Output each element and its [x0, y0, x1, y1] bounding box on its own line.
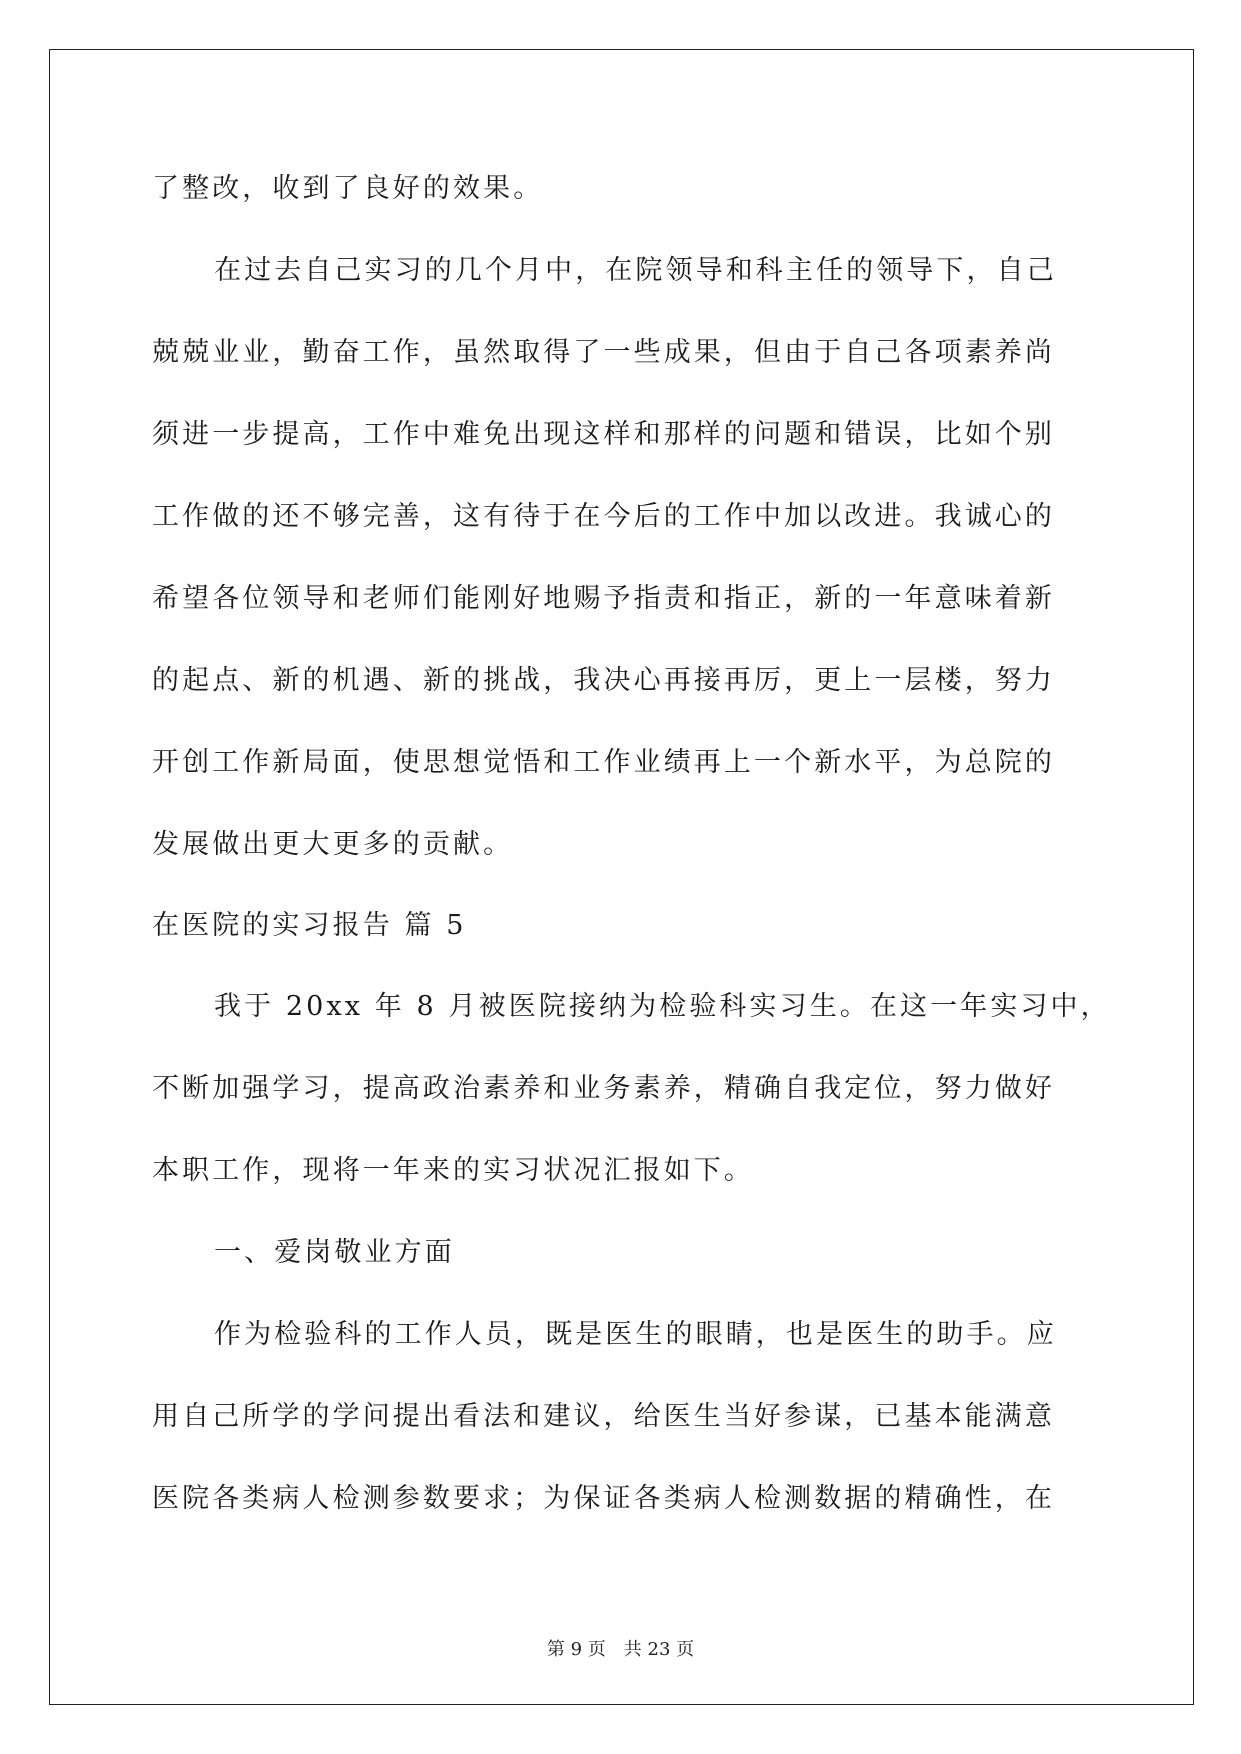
section-heading: 在医院的实习报告 篇 5 [152, 910, 467, 941]
subsection-heading: 一、爱岗敬业方面 [214, 1237, 455, 1268]
page-number: 第 9 页 [546, 1639, 606, 1660]
text-line: 发展做出更大更多的贡献。 [152, 829, 514, 860]
text-line: 兢兢业业，勤奋工作，虽然取得了一些成果，但由于自己各项素养尚 [152, 337, 1055, 368]
text-line: 在过去自己实习的几个月中，在院领导和科主任的领导下，自己 [214, 255, 1057, 286]
text-line: 我于 20xx 年 8 月被医院接纳为检验科实习生。在这一年实习中， [214, 991, 1111, 1022]
text-line: 希望各位领导和老师们能刚好地赐予指责和指正，新的一年意味着新 [152, 583, 1055, 614]
text-line: 本职工作，现将一年来的实习状况汇报如下。 [152, 1155, 754, 1186]
page-footer [0, 1635, 1241, 1661]
page-total: 共 23 页 [623, 1639, 695, 1660]
text-line: 开创工作新局面，使思想觉悟和工作业绩再上一个新水平，为总院的 [152, 747, 1055, 778]
text-line: 作为检验科的工作人员，既是医生的眼睛，也是医生的助手。应 [214, 1319, 1057, 1350]
text-line: 的起点、新的机遇、新的挑战，我决心再接再厉，更上一层楼，努力 [152, 665, 1055, 696]
text-line: 须进一步提高，工作中难免出现这样和那样的问题和错误，比如个别 [152, 419, 1055, 450]
page-border [49, 49, 1194, 1705]
text-line: 工作做的还不够完善，这有待于在今后的工作中加以改进。我诚心的 [152, 501, 1055, 532]
text-line: 医院各类病人检测参数要求；为保证各类病人检测数据的精确性，在 [152, 1483, 1055, 1514]
text-line: 不断加强学习，提高政治素养和业务素养，精确自我定位，努力做好 [152, 1073, 1055, 1104]
text-line: 用自己所学的学问提出看法和建议，给医生当好参谋，已基本能满意 [152, 1401, 1055, 1432]
text-line: 了整改，收到了良好的效果。 [152, 173, 544, 204]
